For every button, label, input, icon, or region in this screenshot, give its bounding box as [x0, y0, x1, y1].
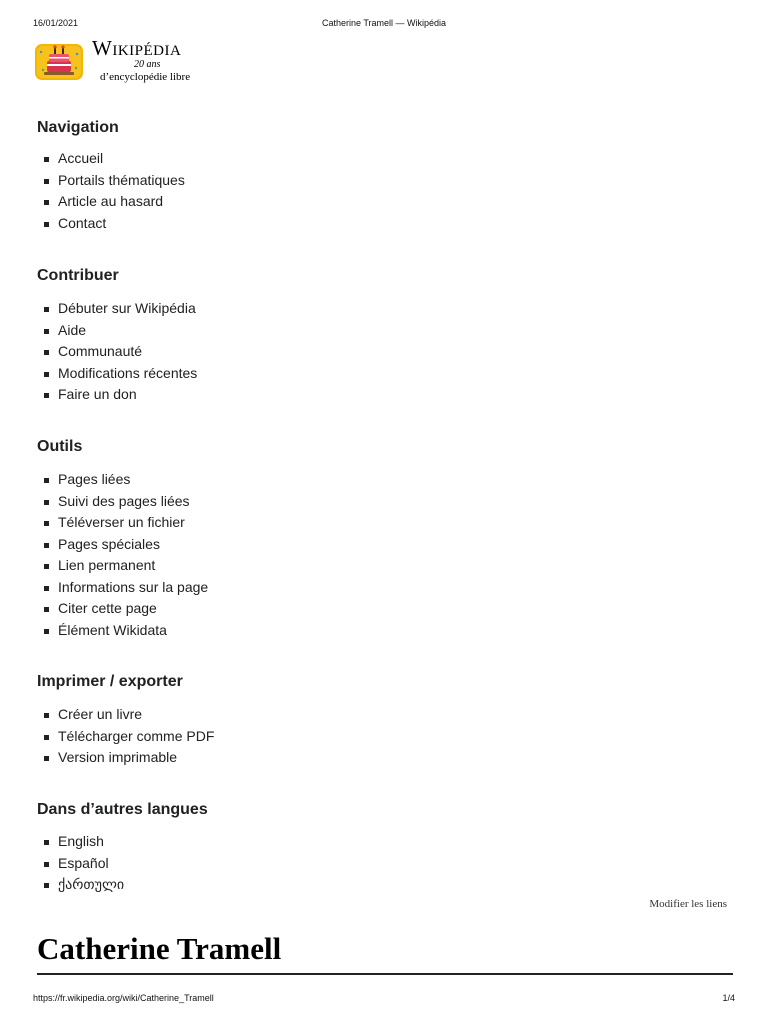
- print-date: 16/01/2021: [33, 18, 79, 28]
- portal-heading-print-export: Imprimer / exporter: [37, 673, 183, 690]
- language-link-espanol[interactable]: Español: [58, 853, 124, 875]
- tools-link-upload[interactable]: Téléverser un fichier: [58, 512, 208, 534]
- nav-link-accueil[interactable]: Accueil: [58, 148, 185, 170]
- contribute-link-recent-changes[interactable]: Modifications récentes: [58, 363, 197, 385]
- portal-heading-navigation: Navigation: [37, 119, 119, 136]
- export-link-printable[interactable]: Version imprimable: [58, 747, 214, 769]
- nav-link-contact[interactable]: Contact: [58, 213, 185, 235]
- tools-link-page-info[interactable]: Informations sur la page: [58, 577, 208, 599]
- portal-heading-contribute: Contribuer: [37, 267, 119, 284]
- export-link-download-pdf[interactable]: Télécharger comme PDF: [58, 726, 214, 748]
- tools-link-whatlinkshere[interactable]: Pages liées: [58, 469, 208, 491]
- contribute-link-help[interactable]: Aide: [58, 320, 197, 342]
- language-link-georgian[interactable]: ქართული: [58, 874, 124, 896]
- portal-heading-tools: Outils: [37, 438, 83, 455]
- contribute-list: [58, 298, 197, 406]
- languages-list: [58, 831, 124, 896]
- export-link-create-book[interactable]: Créer un livre: [58, 704, 214, 726]
- nav-link-random-article[interactable]: Article au hasard: [58, 191, 185, 213]
- page-title: Catherine Tramell: [37, 931, 282, 966]
- nav-link-portails[interactable]: Portails thématiques: [58, 170, 185, 192]
- logo-tagline: d’encyclopédie libre: [100, 71, 191, 83]
- print-footer: [33, 993, 735, 1007]
- tools-list: [58, 469, 208, 641]
- contribute-link-donate[interactable]: Faire un don: [58, 384, 197, 406]
- portal-languages: [37, 800, 437, 892]
- portal-print-export: [37, 672, 437, 765]
- contribute-link-start[interactable]: Débuter sur Wikipédia: [58, 298, 197, 320]
- tools-link-related-changes[interactable]: Suivi des pages liées: [58, 491, 208, 513]
- logo-wordmark: Wikipédia: [92, 36, 182, 60]
- print-page-number: 1/4: [722, 993, 735, 1003]
- tools-link-special-pages[interactable]: Pages spéciales: [58, 534, 208, 556]
- wikipedia-logo[interactable]: [34, 38, 224, 88]
- print-url: https://fr.wikipedia.org/wiki/Catherine_Tramell: [33, 993, 214, 1003]
- navigation-list: [58, 148, 185, 234]
- language-link-english[interactable]: English: [58, 831, 124, 853]
- portal-contribute: [37, 266, 437, 402]
- tools-link-wikidata[interactable]: Élément Wikidata: [58, 620, 208, 642]
- print-export-list: [58, 704, 214, 769]
- tools-link-permalink[interactable]: Lien permanent: [58, 555, 208, 577]
- portal-heading-languages: Dans d’autres langues: [37, 801, 208, 818]
- edit-interlanguage-links[interactable]: Modifier les liens: [649, 898, 727, 910]
- logo-anniversary: 20 ans: [134, 59, 161, 70]
- contribute-link-community[interactable]: Communauté: [58, 341, 197, 363]
- tools-link-cite[interactable]: Citer cette page: [58, 598, 208, 620]
- portal-tools: [37, 437, 437, 638]
- portal-navigation: [37, 118, 437, 231]
- print-header: [33, 18, 735, 32]
- birthday-cake-icon: [34, 42, 84, 82]
- print-document-title: Catherine Tramell — Wikipédia: [321, 18, 447, 28]
- title-divider: [37, 973, 733, 975]
